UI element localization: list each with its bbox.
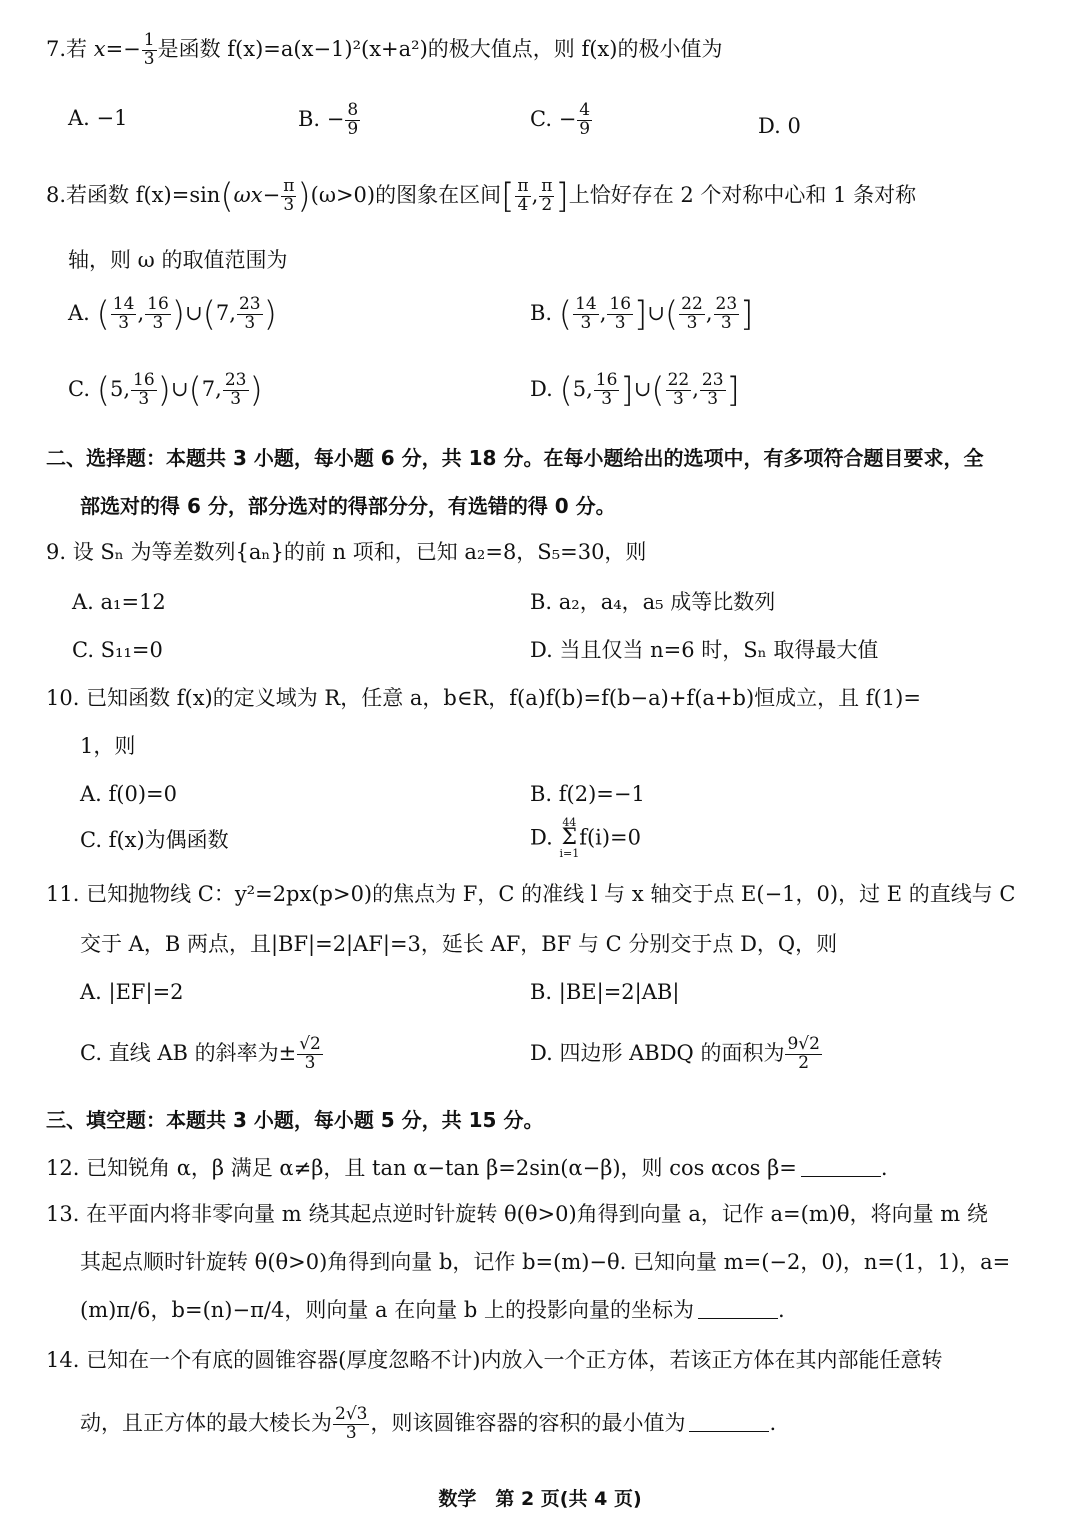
den: 3 — [601, 388, 613, 409]
q13-answer-blank[interactable] — [698, 1318, 778, 1319]
q11-opt-d-frac — [785, 1036, 821, 1073]
den: 3 — [672, 388, 684, 409]
q7-option-d[interactable] — [758, 116, 801, 137]
q10-opt-d-label: D. — [530, 825, 553, 850]
q8-option-c[interactable]: C. (5, $\frac{16}{3}$ )∪(7, $\frac{23}{3}$ ) — [68, 370, 263, 411]
q7-fraction — [142, 32, 157, 69]
q8-bracket-close: ] — [555, 176, 569, 217]
paren: ( — [651, 370, 665, 411]
q10-stem-line2: 1，则 — [80, 734, 136, 758]
den: 3 — [345, 1422, 357, 1443]
num: 16 — [595, 370, 618, 390]
q14-stem-line2 — [80, 1406, 776, 1443]
bracket: ] — [620, 370, 634, 411]
q8-opt-c-label: C. — [68, 376, 90, 401]
q7-opt-a-text: −1 — [96, 106, 128, 130]
num: 23 — [715, 294, 738, 314]
paren: ) — [157, 370, 171, 411]
q7-frac-num: 1 — [143, 30, 155, 50]
num: 16 — [609, 294, 632, 314]
num: 2√3 — [335, 1404, 368, 1424]
q8-pi: π — [283, 176, 295, 196]
q11-opt-d-text: D. 四边形 ABDQ 的面积为 — [530, 1040, 785, 1065]
frac — [679, 296, 705, 333]
bracket: ] — [726, 370, 740, 411]
q11-option-d[interactable] — [530, 1036, 823, 1073]
frac — [131, 372, 157, 409]
q8-paren-close: ) — [297, 176, 311, 217]
paren: ( — [558, 294, 573, 335]
q9-option-a[interactable]: A. a₁=12 — [72, 590, 166, 614]
q9-stem: 9. 设 Sₙ 为等差数列{aₙ}的前 n 项和，已知 a₂=8，S₅=30，则 — [46, 540, 647, 564]
paren: ( — [559, 370, 573, 411]
frac — [594, 372, 620, 409]
q7-opt-b-label: B. — [298, 106, 321, 131]
den: 3 — [720, 312, 732, 333]
q8-two: 2 — [541, 194, 553, 215]
q14-end: . — [769, 1410, 777, 1435]
q7-opt-c-num: 4 — [579, 100, 591, 120]
num: 14 — [575, 294, 597, 314]
q11-stem: 11. 已知抛物线 C：y²=2px(p>0)的焦点为 F，C 的准线 l 与 x 轴交于点 E(−1，0)，过 E 的直线与 C — [46, 882, 1016, 906]
den: 3 — [707, 388, 719, 409]
den: 3 — [244, 312, 256, 333]
num: 22 — [681, 294, 703, 314]
q13-stem-line3 — [80, 1300, 785, 1321]
q11-stem-line2: 交于 A，B 两点，且|BF|=2|AF|=3，延长 AF，BF 与 C 分别交于点 D，Q，则 — [80, 932, 838, 956]
page-footer: 数学 第 2 页(共 4 页) — [438, 1488, 642, 1510]
paren: ( — [664, 294, 679, 335]
q8-frac-pi2 — [539, 178, 554, 215]
den: 2 — [798, 1052, 810, 1073]
q11-option-a[interactable]: A. |EF|=2 — [80, 980, 184, 1004]
section2-heading-line2: 部选对的得 6 分，部分选对的得部分分，有选错的得 0 分。 — [80, 494, 616, 518]
q8-pi-2: π — [517, 176, 529, 196]
den: 3 — [118, 312, 130, 333]
q11-opt-c-text: C. 直线 AB 的斜率为± — [80, 1040, 297, 1065]
q8-opt-d-label: D. — [530, 376, 553, 401]
frac — [714, 296, 740, 333]
q9-option-d[interactable]: D. 当且仅当 n=6 时，Sₙ 取得最大值 — [530, 638, 879, 662]
q11-option-c[interactable] — [80, 1036, 324, 1073]
q14-answer-blank[interactable] — [689, 1431, 769, 1432]
q8-option-d[interactable]: D. (5, $\frac{16}{3}$ ]∪( $\frac{22}{3}$ , $\frac{23}{3}$ ] — [530, 370, 740, 411]
q11-option-b[interactable]: B. |BE|=2|AB| — [530, 980, 680, 1004]
q12-stem — [46, 1158, 888, 1179]
q8-text-c: (ω>0)的图象在区间 — [310, 182, 502, 207]
num: √2 — [299, 1034, 321, 1054]
num: 16 — [133, 370, 155, 390]
q8-stem-line2: 轴，则 ω 的取值范围为 — [68, 248, 288, 272]
q11-opt-c-frac — [297, 1036, 323, 1073]
q13-stem: 13. 在平面内将非零向量 m 绕其起点逆时针旋转 θ(θ>0)角得到向量 a，记作 a=(m)θ，将向量 m 绕 — [46, 1202, 988, 1226]
den: 3 — [304, 1052, 316, 1073]
num: 23 — [224, 370, 247, 390]
q7-lead: x=− — [93, 36, 141, 61]
sum-upper: 44 — [562, 816, 577, 829]
q8-opt-b-label: B. — [530, 300, 553, 325]
summation — [559, 818, 579, 860]
num: 14 — [112, 294, 135, 314]
q13-stem-line2: 其起点顺时针旋转 θ(θ>0)角得到向量 b，记作 b=(m)−θ. 已知向量 m=(−2，0)，n=(1，1)，a= — [80, 1250, 1011, 1274]
q8-frac-pi4 — [515, 178, 530, 215]
bracket: ] — [634, 294, 648, 335]
paren: ( — [188, 370, 202, 411]
q8-text-a: 若函数 f(x)=sin — [66, 182, 221, 207]
den: 3 — [686, 312, 698, 333]
frac — [145, 296, 171, 333]
q7-number: 7. — [46, 36, 67, 61]
q7-opt-b-num: 8 — [347, 100, 359, 120]
q9-option-b[interactable]: B. a₂，a₄，a₅ 成等比数列 — [530, 590, 776, 614]
q12-text: 12. 已知锐角 α，β 满足 α≠β，且 tan α−tan β=2sin(α−β)，则 cos αcos β= — [46, 1156, 797, 1180]
frac — [111, 296, 137, 333]
val: 7 — [215, 300, 230, 325]
q8-three: 3 — [283, 194, 295, 215]
q14-text-b: ，则该圆锥容器的容积的最小值为 — [370, 1410, 686, 1435]
q7-text-a: 若 — [66, 36, 94, 61]
val: 7 — [201, 376, 216, 401]
den: 3 — [152, 312, 164, 333]
q9-option-c[interactable]: C. S₁₁=0 — [72, 638, 163, 662]
section3-heading: 三、填空题：本题共 3 小题，每小题 5 分，共 15 分。 — [46, 1108, 544, 1132]
q7-opt-b-den: 9 — [347, 118, 359, 139]
frac — [223, 372, 249, 409]
q7-opt-d-label: D. — [758, 114, 781, 138]
q8-text-d: 上恰好存在 2 个对称中心和 1 条对称 — [568, 182, 917, 207]
paren: ) — [171, 294, 186, 335]
num: 16 — [147, 294, 169, 314]
paren: ( — [202, 294, 216, 335]
sum-sigma: Σ — [561, 825, 578, 851]
q14-stem: 14. 已知在一个有底的圆锥容器(厚度忽略不计)内放入一个正方体，若该正方体在其内部能任意转 — [46, 1348, 943, 1372]
q7-opt-c-sign: − — [558, 106, 577, 131]
q10-option-d[interactable] — [530, 818, 641, 860]
paren: ) — [249, 370, 263, 411]
frac — [700, 372, 726, 409]
num: 23 — [701, 370, 724, 390]
val: 5 — [572, 376, 587, 401]
q8-frac-pi3 — [281, 178, 296, 215]
q7-frac-den: 3 — [143, 48, 155, 69]
val: 5 — [109, 376, 124, 401]
q7-option-a[interactable] — [68, 108, 128, 129]
paren: ( — [96, 294, 110, 335]
q8-option-a[interactable]: A. ( $\frac{14}{3}$ , $\frac{16}{3}$ )∪(7, $\frac{23}{3}$ ) — [68, 294, 277, 335]
den: 3 — [230, 388, 242, 409]
q7-opt-b-frac — [345, 102, 360, 139]
q7-opt-b-sign: − — [326, 106, 345, 131]
q8-number: 8. — [46, 182, 67, 207]
q13-end: . — [777, 1298, 785, 1322]
num: 9√2 — [787, 1034, 820, 1054]
q7-stem — [46, 32, 722, 69]
q8-four: 4 — [517, 194, 529, 215]
frac — [666, 372, 692, 409]
q7-opt-c-frac — [577, 102, 592, 139]
q7-opt-c-label: C. — [530, 106, 552, 131]
q8-bracket-open: [ — [501, 176, 515, 217]
q10-option-b[interactable]: B. f(2)=−1 — [530, 782, 645, 806]
q8-stem: 8.若函数 f(x)=sin(ωx− $\frac{\pi}{3}$ )(ω>0)的图象在区间[ $\frac{\pi}{4}$ , $\frac{\pi}{2}$ ]上恰好存在 2 个对称中心和 1 条对称 — [46, 176, 917, 217]
num: 23 — [238, 294, 261, 314]
q7-option-b[interactable] — [298, 102, 361, 139]
q7-opt-a-label: A. — [68, 106, 90, 130]
q8-paren-open: ( — [220, 176, 234, 217]
q12-answer-blank[interactable] — [801, 1176, 881, 1177]
bracket: ] — [740, 294, 754, 335]
frac — [607, 296, 633, 333]
q14-frac — [333, 1406, 369, 1443]
den: 3 — [138, 388, 150, 409]
q10-option-a[interactable]: A. f(0)=0 — [80, 782, 177, 806]
q12-end: . — [880, 1156, 888, 1180]
q7-text-b: 是函数 f(x)=a(x−1)²(x+a²)的极大值点，则 f(x)的极小值为 — [157, 36, 723, 61]
q8-option-b[interactable]: B. ( $\frac{14}{3}$ , $\frac{16}{3}$ ]∪( $\frac{22}{3}$ , $\frac{23}{3}$ ] — [530, 294, 754, 335]
den: 3 — [614, 312, 626, 333]
section2-heading: 二、选择题：本题共 3 小题，每小题 6 分，共 18 分。在每小题给出的选项中，有多项符合题目要求，全 — [46, 446, 984, 470]
q8-pi-3: π — [541, 176, 553, 196]
q13-text3: (m)π/6，b=(n)−π/4，则向量 a 在向量 b 上的投影向量的坐标为 — [80, 1298, 694, 1322]
q7-option-c[interactable] — [530, 102, 593, 139]
sum-lower: i=1 — [559, 847, 580, 861]
num: 22 — [667, 370, 690, 390]
frac — [237, 296, 263, 333]
q7-opt-c-den: 9 — [579, 118, 591, 139]
q8-text-b: ωx− — [233, 182, 281, 207]
q10-stem: 10. 已知函数 f(x)的定义域为 R，任意 a，b∈R，f(a)f(b)=f(b−a)+f(a+b)恒成立，且 f(1)= — [46, 686, 921, 710]
den: 3 — [580, 312, 592, 333]
q7-opt-d-text: 0 — [787, 114, 801, 138]
q8-opt-a-label: A. — [68, 300, 90, 325]
paren: ) — [263, 294, 277, 335]
q10-option-c[interactable]: C. f(x)为偶函数 — [80, 828, 229, 852]
q14-text-a: 动，且正方体的最大棱长为 — [80, 1410, 332, 1435]
frac — [573, 296, 599, 333]
paren: ( — [96, 370, 110, 411]
q10-opt-d-rest: f(i)=0 — [579, 825, 642, 850]
